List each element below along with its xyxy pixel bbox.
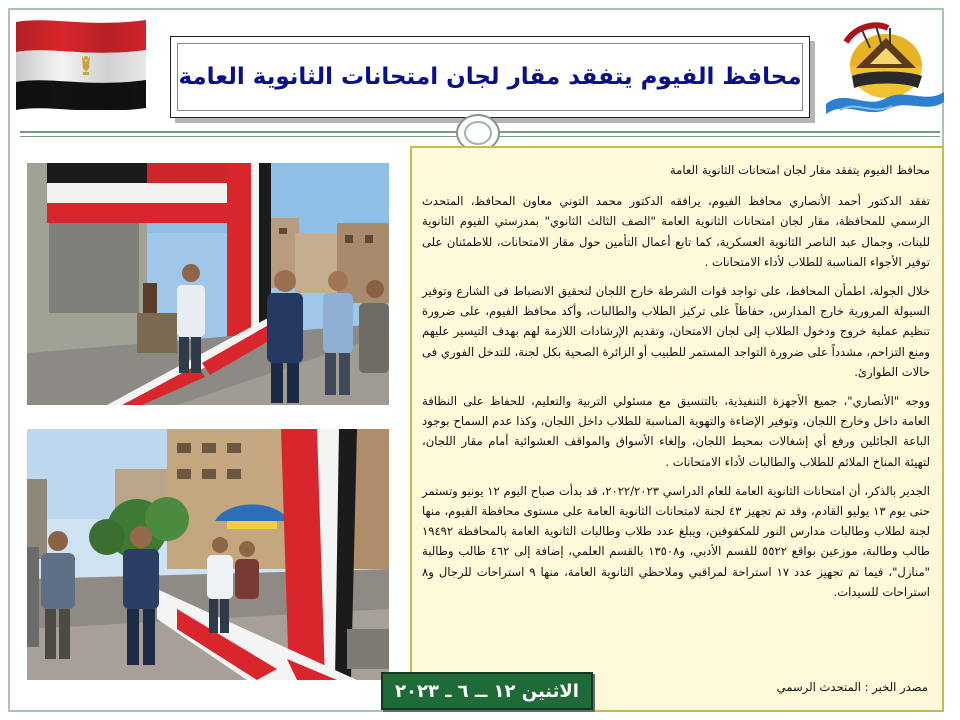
date-text: الاثنين ١٢ ــ ٦ ـ ٢٠٢٣ — [395, 680, 579, 702]
photo-inspection-school-gate — [27, 429, 389, 680]
egypt-flag-icon — [16, 18, 146, 110]
headline-title: محافظ الفيوم يتفقد مقار لجان امتحانات الثانوية العامة — [178, 64, 802, 90]
article-lead: محافظ الفيوم يتفقد مقار لجان امتحانات الثانوية العامة — [669, 163, 930, 177]
article-paragraph: تفقد الدكتور أحمد الأنصاري محافظ الفيوم، يرافقه الدكتور محمد التوني معاون المحافظ، المتحدث الرسمي للمحافظة، مقار لجان امتحانات الثانوية العامة "الصف الثالث الثانوي" بمدرستي الفيوم الثانوية للبنات، وجمال عبد الناصر الثانوية العسكرية، كما تابع أعمال التأمين حول مقار الامتحانات، للاطمئنان على توفير الأجواء المناسبة للطلاب لأداء الامتحانات . — [422, 194, 930, 269]
headline-inner-border — [177, 43, 803, 111]
article-paragraph: الجدير بالذكر، أن امتحانات الثانوية العامة للعام الدراسي ٢٠٢٢/٢٠٢٣، قد بدأت صباح اليوم ١٢ يونيو وتستمر حتى يوم ١٣ يوليو القادم، وقد تم تجهيز ٤٣ لجنة لامتحانات الثانوية العامة على مستوى محافظة الفيوم، منها لجنة لطلاب وطالبات مدارس النور للمكفوفين، ويبلغ عدد طلاب وطالبات الثانوية العامة بالمحافظة ١٩٤٩٢ طالب وطالبة، موزعين بواقع ٥٥٢٢ للقسم الأدبي، و١٣٥٠٨ بالقسم العلمي، إضافة إلى ٤٦٢ طالب وطالبة "منازل"، فيما تم تجهيز عدد ١٧ استراحة لمراقبي وملاحظي الثانوية العامة، منها ٩ استراحات للرجال و٨ استراحات للسيدات. — [422, 483, 931, 599]
date-badge — [381, 672, 593, 710]
news-source: مصدر الخبر : المتحدث الرسمي — [776, 680, 928, 694]
article-paragraph: ووجه "الأنصاري"، جميع الأجهزة التنفيذية، بالتنسيق مع مسئولي التربية والتعليم، للحفاظ على النظافة العامة داخل وخارج اللجان، وتوفير الإضاءة والتهوية المناسبة للطلاب داخل اللجان، وكذا عدم السماح بوجود الباعة الجائلين ورفع أي إشغالات بمحيط اللجان، وإلغاء الأسواق والمواقف العشوائية أمام مقار اللجان، لتهيئة المناخ الملائم للطلاب والطالبات لأداء الامتحانات . — [422, 394, 930, 469]
article-body — [422, 160, 930, 611]
photo-inspection-street — [27, 163, 389, 405]
article-panel — [410, 146, 944, 712]
fayoum-governorate-logo — [826, 18, 944, 118]
headline-box — [170, 36, 810, 118]
article-paragraph: خلال الجولة، اطمأن المحافظ، على تواجد قوات الشرطة خارج اللجان لتحقيق الانضباط فى الشارع وتوفير السيولة المرورية خارج المدارس، حفاظاً على تركيز الطلاب والطالبات، وأكد محافظ الفيوم، على ضرورة تنظيم عملية خروج ودخول الطلاب إلى لجان الامتحان، وتقديم الإرشادات اللازمة لهم بهدف التيسير عليهم ومنع التزاحم، مشدداً على ضرورة التواجد المستمر للطبيب أو الزائرة الصحية بكل لجنة، للتدخل الفوري فى حالات الطوارئ. — [422, 284, 930, 379]
